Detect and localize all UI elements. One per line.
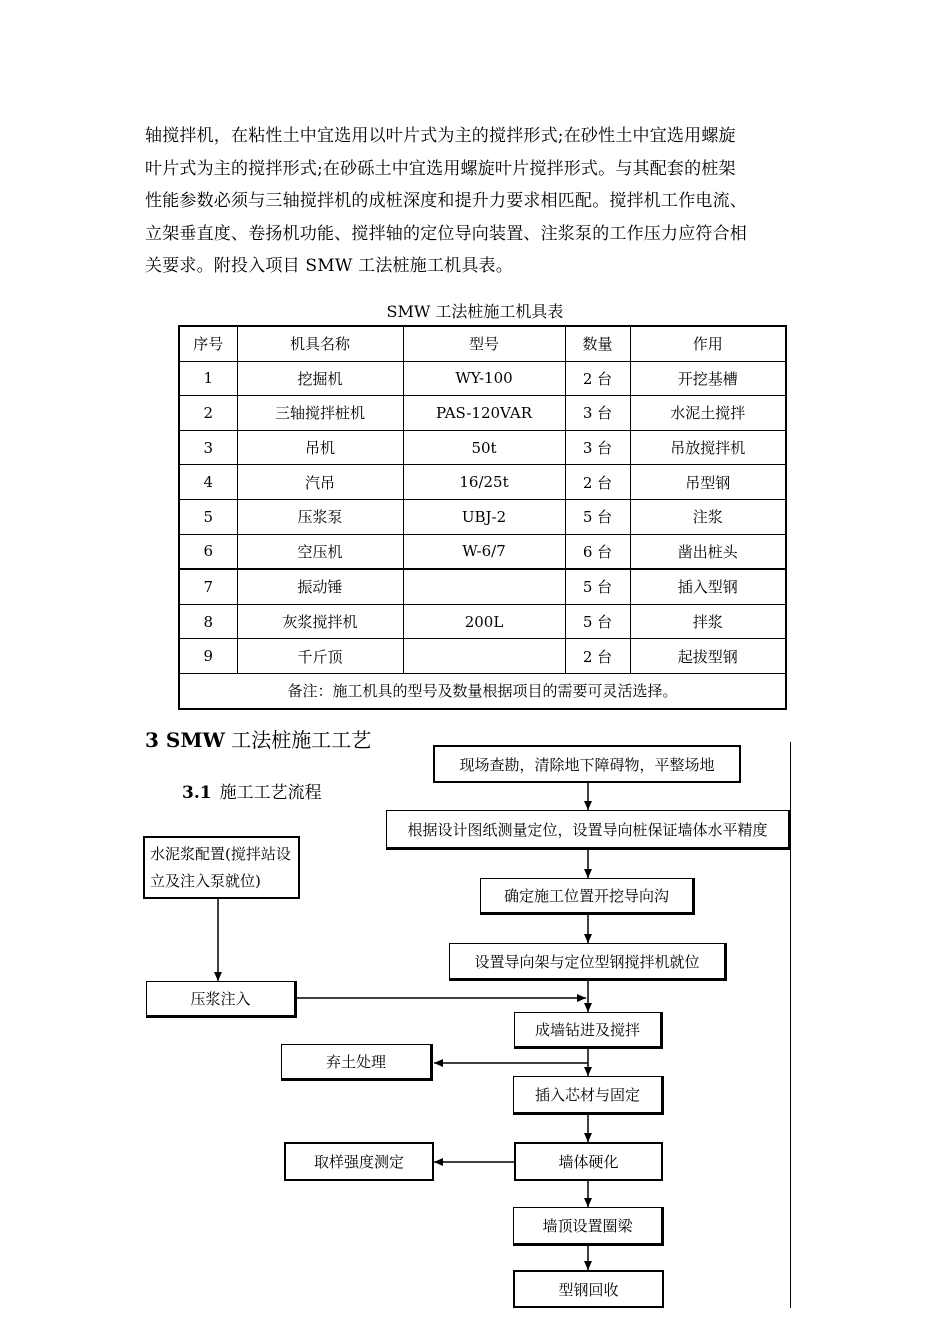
section-title: 工法桩施工工艺 — [231, 728, 372, 752]
intro-line: 性能参数必须与三轴搅拌机的成桩深度和提升力要求相匹配。搅拌机工作电流、 — [145, 191, 747, 211]
flow-step-guide-frame: 设置导向架与定位型钢搅拌机就位 — [449, 943, 727, 981]
table-cell: 6 — [179, 534, 237, 569]
table-cell: 吊放搅拌机 — [630, 430, 786, 465]
table-cell: 空压机 — [237, 534, 403, 569]
table-cell: PAS-120VAR — [403, 396, 565, 431]
flow-side-spoil: 弃土处理 — [281, 1044, 433, 1081]
header-cell: 型号 — [403, 326, 565, 361]
table-cell: 插入型钢 — [630, 569, 786, 604]
table-cell: 压浆泵 — [237, 499, 403, 534]
header-cell: 序号 — [179, 326, 237, 361]
table-cell: 2 台 — [565, 361, 630, 396]
table-cell: 3 — [179, 430, 237, 465]
table-cell: 8 — [179, 604, 237, 639]
table-cell: 灰浆搅拌机 — [237, 604, 403, 639]
flow-side-grouting: 压浆注入 — [146, 981, 297, 1018]
section-number: 3 SMW — [145, 728, 225, 752]
table-cell: 5 台 — [565, 499, 630, 534]
intro-line: 关要求。附投入项目 SMW 工法桩施工机具表。 — [145, 256, 513, 276]
table-cell: 50t — [403, 430, 565, 465]
table-cell: 拌浆 — [630, 604, 786, 639]
table-cell: 9 — [179, 639, 237, 674]
table-cell: 挖掘机 — [237, 361, 403, 396]
table-cell: 200L — [403, 604, 565, 639]
table-cell: WY-100 — [403, 361, 565, 396]
table-cell: UBJ-2 — [403, 499, 565, 534]
table-cell: 起拔型钢 — [630, 639, 786, 674]
table-cell: 5 台 — [565, 569, 630, 604]
table-cell: 振动锤 — [237, 569, 403, 604]
flow-step-hardening: 墙体硬化 — [514, 1142, 663, 1181]
flow-step-insert-core: 插入芯材与固定 — [513, 1076, 664, 1115]
flow-step-ring-beam: 墙顶设置圈梁 — [513, 1207, 664, 1246]
table-cell: 开挖基槽 — [630, 361, 786, 396]
intro-line: 叶片式为主的搅拌形式;在砂砾土中宜选用螺旋叶片搅拌形式。与其配套的桩架 — [145, 158, 736, 179]
table-cell: 三轴搅拌桩机 — [237, 396, 403, 431]
flow-step-positioning: 根据设计图纸测量定位，设置导向桩保证墙体水平精度 — [386, 810, 791, 850]
flow-step-survey: 现场查勘，清除地下障碍物，平整场地 — [433, 745, 741, 783]
table-cell: 4 — [179, 465, 237, 500]
table-cell: 吊型钢 — [630, 465, 786, 500]
table-cell: 凿出桩头 — [630, 534, 786, 569]
header-cell: 数量 — [565, 326, 630, 361]
intro-line: 立架垂直度、卷扬机功能、搅拌轴的定位导向装置、注浆泵的工作压力应符合相 — [145, 223, 747, 244]
table-cell: 吊机 — [237, 430, 403, 465]
table-cell: 2 台 — [565, 639, 630, 674]
table-cell: 16/25t — [403, 465, 565, 500]
table-cell: 汽吊 — [237, 465, 403, 500]
table-cell: 7 — [179, 569, 237, 604]
table-cell: 水泥土搅拌 — [630, 396, 786, 431]
table-cell: 5 台 — [565, 604, 630, 639]
table-cell: 注浆 — [630, 499, 786, 534]
subsection-number: 3.1 — [182, 783, 212, 803]
flow-step-drilling: 成墙钻进及搅拌 — [514, 1012, 663, 1049]
table-cell: 1 — [179, 361, 237, 396]
flow-side-slurry-prep: 水泥浆配置(搅拌站设立及注入泵就位) — [143, 836, 300, 899]
subsection-title: 施工工艺流程 — [219, 783, 322, 803]
table-cell: 6 台 — [565, 534, 630, 569]
table-cell: 3 台 — [565, 396, 630, 431]
table-cell: 3 台 — [565, 430, 630, 465]
flow-side-sampling: 取样强度测定 — [284, 1142, 434, 1181]
flow-step-steel-recovery: 型钢回收 — [513, 1270, 664, 1308]
flow-step-trench: 确定施工位置开挖导向沟 — [480, 878, 695, 915]
intro-line: 轴搅拌机，在粘性土中宜选用以叶片式为主的搅拌形式;在砂性土中宜选用螺旋 — [145, 126, 736, 146]
table-cell: 2 — [179, 396, 237, 431]
table-cell: 5 — [179, 499, 237, 534]
table-cell: W-6/7 — [403, 534, 565, 569]
table-cell: 2 台 — [565, 465, 630, 500]
table-cell: 千斤顶 — [237, 639, 403, 674]
header-cell: 作用 — [630, 326, 786, 361]
table-caption: SMW 工法桩施工机具表 — [386, 302, 564, 321]
table-note: 备注：施工机具的型号及数量根据项目的需要可灵活选择。 — [179, 673, 786, 708]
header-cell: 机具名称 — [237, 326, 403, 361]
